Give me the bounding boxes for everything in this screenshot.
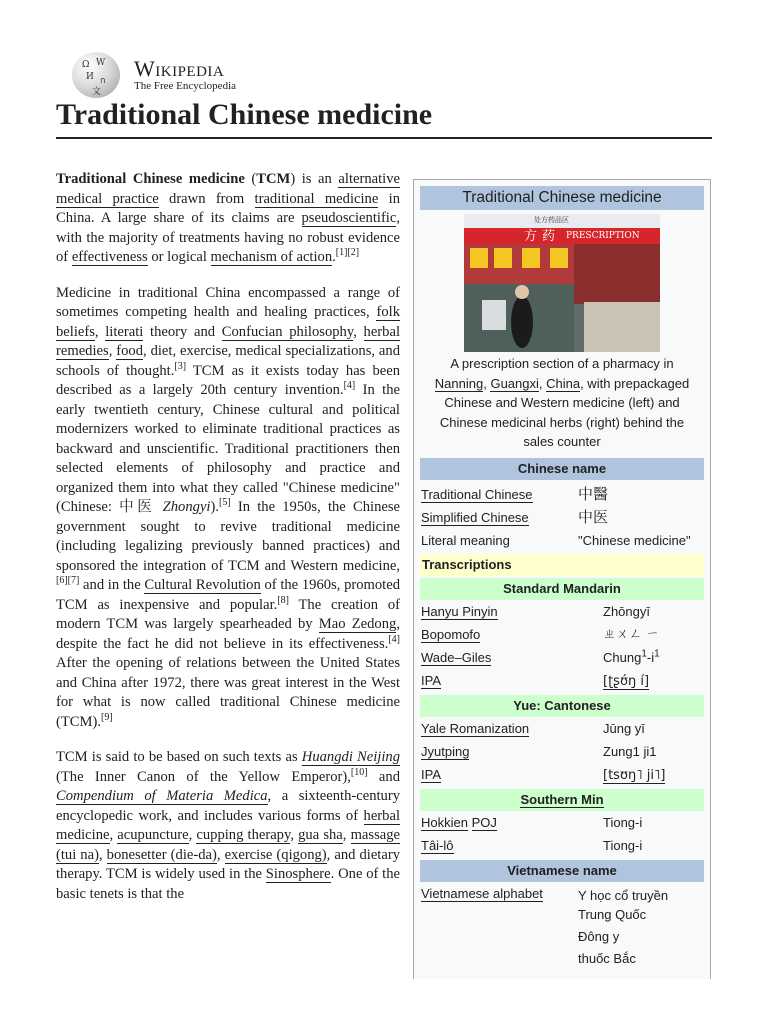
text: . One of the basic tenets is that the <box>56 866 400 902</box>
globe-glyph: И <box>86 72 94 82</box>
globe-glyph: W <box>96 58 106 68</box>
link-hokkien[interactable]: Hokkien <box>421 814 468 830</box>
value: Đông y <box>578 928 620 944</box>
table-row <box>420 529 704 552</box>
text: theory and <box>143 323 222 340</box>
text: , <box>98 846 107 863</box>
ipa-value[interactable]: [ʈʂʊ́ŋ í] <box>603 673 650 689</box>
value: Tiong-i <box>603 837 643 853</box>
text: or logical <box>147 249 211 265</box>
table-row <box>420 646 704 669</box>
photo-sign-text: PRESCRIPTION <box>566 231 640 241</box>
paragraph-3 <box>56 748 400 904</box>
link-hanyu-pinyin[interactable]: Hanyu Pinyin <box>421 603 498 619</box>
value-list <box>578 884 704 968</box>
link-huangdi-neijing[interactable]: Huangdi Neijing <box>301 749 400 765</box>
link-jyutping[interactable]: Jyutping <box>421 743 470 759</box>
link-vietnamese-alphabet[interactable]: Vietnamese alphabet <box>421 885 543 901</box>
section-standard-mandarin <box>420 578 704 600</box>
link-traditional-medicine[interactable]: traditional medicine <box>254 190 379 207</box>
text: , <box>353 323 364 340</box>
link-folk-beliefs[interactable]: folk beliefs <box>56 304 400 340</box>
link-tai-lo[interactable]: Tâi-lô <box>421 837 454 853</box>
wikipedia-globe-icon <box>72 52 120 98</box>
globe-glyph: ก <box>100 76 106 86</box>
link-exercise-qigong[interactable]: exercise (qigong) <box>224 846 327 863</box>
value <box>603 648 704 667</box>
link-traditional-chinese[interactable]: Traditional Chinese <box>421 486 533 502</box>
value: Tiong-i <box>603 814 643 830</box>
infobox-title: Traditional Chinese medicine <box>420 186 704 210</box>
text: , <box>538 375 547 391</box>
tone-number: 1 <box>654 648 660 660</box>
pharmacy-photo-image <box>464 214 660 352</box>
link-simplified-chinese[interactable]: Simplified Chinese <box>421 509 529 525</box>
table-row <box>420 506 704 529</box>
citation[interactable]: [2] <box>347 247 360 259</box>
text: After the opening of relations between the United States and China after 1972, there was great interest in the West for what is now called traditional Chinese medicine (TCM). <box>56 655 400 730</box>
link-standard-mandarin[interactable]: Standard Mandarin <box>503 580 621 596</box>
text: , and dietary therapy. TCM is widely used in the <box>56 846 400 882</box>
text: and in the <box>79 577 145 593</box>
value: ㄓㄨㄥ ㄧ <box>603 626 660 642</box>
link-gua-sha[interactable]: gua sha <box>298 827 343 843</box>
link-effectiveness[interactable]: effectiveness <box>71 249 148 265</box>
page-title: Traditional Chinese medicine <box>56 96 712 139</box>
section-southern-min <box>420 789 704 811</box>
link-literati[interactable]: literati <box>105 323 144 340</box>
pharmacy-photo[interactable] <box>464 214 660 352</box>
text: A prescription section of a pharmacy in <box>450 356 674 371</box>
text: In the early twentieth century, Chinese cultural and political modernizers worked to eliminate traditional practices as backward and unscientific. Traditional practitioners then selected elements of philosophy and practice and organized them into what they called "Chinese medicine" (Chinese: <box>56 382 400 515</box>
value: Zung1 ji1 <box>603 743 657 759</box>
text: , <box>108 343 117 359</box>
text: Chung <box>603 649 642 665</box>
text: ( <box>244 171 257 187</box>
text: , despite the fact he did not believe in its effectiveness. <box>56 616 400 652</box>
tone-number: 1 <box>641 648 647 660</box>
photo-sign-text: 方 <box>524 229 538 244</box>
text: , <box>94 323 106 340</box>
table-row <box>420 480 704 506</box>
value: Y học cổ truyền Trung Quốc <box>578 887 669 922</box>
text: , <box>342 827 351 843</box>
table-row <box>420 763 704 787</box>
text: , <box>483 375 491 391</box>
value: 中醫 <box>578 484 609 503</box>
link-cultural-revolution[interactable]: Cultural Revolution <box>144 577 261 593</box>
photo-sign-text: 药 <box>542 229 556 244</box>
table-row <box>420 811 704 834</box>
section-chinese-name: Chinese name <box>420 458 704 480</box>
site-wordmark: Wikipedia <box>134 56 225 81</box>
value: Jūng yī <box>603 720 645 736</box>
link-cupping-therapy[interactable]: cupping therapy <box>196 827 291 843</box>
value: 中医 <box>578 507 609 526</box>
citation[interactable]: [5] <box>219 497 231 509</box>
photo-sign-text: 处方药品区 <box>534 216 569 224</box>
infobox <box>413 179 711 979</box>
citation[interactable]: [9] <box>101 711 113 723</box>
photo-caption <box>414 352 710 458</box>
text: (The Inner Canon of the Yellow Emperor), <box>56 768 351 785</box>
link-southern-min[interactable]: Southern Min <box>520 791 604 807</box>
section-vietnamese-name: Vietnamese name <box>420 860 704 882</box>
table-row <box>420 669 704 693</box>
bold-term: Traditional Chinese medicine <box>56 171 245 187</box>
link-yale-romanization[interactable]: Yale Romanization <box>421 720 530 736</box>
link-ipa[interactable]: IPA <box>421 672 441 688</box>
text: ) is an <box>290 171 339 187</box>
text: and <box>367 768 400 785</box>
citation[interactable]: [1] <box>335 247 348 259</box>
bold-term: TCM <box>256 171 291 187</box>
link-mao-zedong[interactable]: Mao Zedong <box>318 616 397 632</box>
link-bonesetter[interactable]: bonesetter (die-da) <box>106 846 217 863</box>
link-nanning[interactable]: Nanning <box>434 375 484 391</box>
paragraph-2 <box>56 284 400 733</box>
text: . <box>332 249 336 265</box>
table-row <box>420 600 704 623</box>
site-tagline: The Free Encyclopedia <box>134 80 237 92</box>
text: drawn from <box>158 190 255 207</box>
link-bopomofo[interactable]: Bopomofo <box>421 626 481 642</box>
section-transcriptions: Transcriptions <box>420 554 704 576</box>
table-row <box>420 623 704 646</box>
text: , <box>216 846 225 863</box>
link-herbal-medicine[interactable]: herbal medicine <box>56 807 400 843</box>
citation[interactable]: [6] <box>56 575 68 587</box>
citation[interactable]: [3] <box>174 360 187 372</box>
citation[interactable]: [8] <box>277 594 289 606</box>
link-compendium-materia-medica[interactable]: Compendium of Materia Medica <box>56 788 268 804</box>
text: TCM as it exists today has been described as a largely 20th century invention. <box>56 362 400 398</box>
link-china[interactable]: China <box>546 375 581 391</box>
text: , diet, exercise, medical specializations, and schools of thought. <box>56 343 400 379</box>
label: Literal meaning <box>421 532 510 548</box>
text: Medicine in traditional China encompassed a range of sometimes competing health and healing practices, <box>56 284 400 320</box>
text: , <box>109 827 118 843</box>
paragraph-1 <box>56 170 400 268</box>
italic-term: Zhongyi <box>162 499 211 515</box>
citation[interactable]: [4] <box>343 380 356 392</box>
text: In the 1950s, the Chinese government sought to revive traditional medicine (including legalizing previously banned practices) and sponsored the integration of TCM and Western medicine, <box>56 499 400 574</box>
article-body <box>56 170 400 920</box>
link-pseudoscientific[interactable]: pseudoscientific <box>301 210 397 226</box>
text: TCM is said to be based on such texts as <box>56 749 302 765</box>
table-row <box>420 834 704 857</box>
link-food[interactable]: food <box>116 343 144 359</box>
link-herbal-remedies[interactable]: herbal remedies <box>56 323 400 359</box>
text: The creation of modern TCM was largely spearheaded by <box>56 596 400 632</box>
value: Zhōngyī <box>603 603 650 619</box>
chinese-text: 中医 <box>119 499 156 515</box>
citation[interactable]: [10] <box>350 766 368 778</box>
link-massage-tui-na[interactable]: massage (tui na) <box>56 827 401 863</box>
text: ). <box>210 499 219 515</box>
link-ipa[interactable]: IPA <box>421 766 441 782</box>
globe-glyph: Ω <box>82 60 90 70</box>
text: -i <box>646 649 655 665</box>
text: , with prepackaged Chinese and Western medicine (left) and Chinese medicinal herbs (right) behind the sales counter <box>439 375 690 449</box>
section-cantonese <box>420 695 704 717</box>
link-mechanism-of-action[interactable]: mechanism of action <box>210 249 333 265</box>
table-row <box>420 882 704 970</box>
text: in China. A large share of its claims are <box>56 190 401 226</box>
globe-glyph: 文 <box>92 87 102 97</box>
citation[interactable]: [4] <box>388 633 400 645</box>
text: of the 1960s, promoted TCM as inexpensive and popular. <box>56 577 400 613</box>
link-alternative-medicine[interactable]: alternative medical practice <box>56 171 400 207</box>
link-sinosphere[interactable]: Sinosphere <box>265 866 331 882</box>
value: "Chinese medicine" <box>578 532 691 548</box>
link-confucian-philosophy[interactable]: Confucian philosophy <box>221 323 354 340</box>
text: , <box>188 827 197 843</box>
citation[interactable]: [7] <box>67 575 80 587</box>
site-logo[interactable] <box>72 52 272 98</box>
link-acupuncture[interactable]: acupuncture <box>117 827 189 843</box>
table-row <box>420 717 704 740</box>
text <box>155 499 162 515</box>
text: , <box>290 827 299 843</box>
value: thuốc Bắc <box>578 950 636 966</box>
label: Yue: Cantonese <box>513 697 611 713</box>
table-row <box>420 740 704 763</box>
link-wade-giles[interactable]: Wade–Giles <box>421 649 492 665</box>
ipa-value[interactable]: [tsʊŋ˥ ji˥] <box>603 767 666 783</box>
text: , with the majority of treatments having no robust evidence of <box>56 210 400 265</box>
link-guangxi[interactable]: Guangxi <box>490 375 539 391</box>
link-poj[interactable]: POJ <box>471 814 497 830</box>
text: , a sixteenth-century encyclopedic work, and includes various forms of <box>56 788 401 824</box>
